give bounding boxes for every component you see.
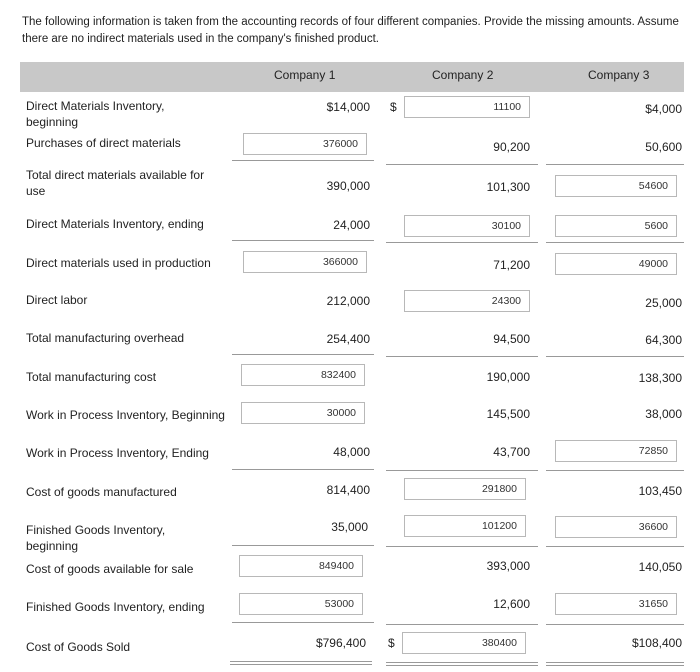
underline: [232, 622, 374, 623]
company2-fg-beginning-input[interactable]: 101200: [404, 515, 526, 537]
company2-total-dm-available: 101,300: [486, 180, 530, 194]
company2-cost-available-for-sale: 393,000: [486, 559, 530, 573]
company1-fg-beginning: 35,000: [331, 520, 368, 534]
company1-purchases-dm-input[interactable]: 376000: [243, 133, 367, 155]
company3-wip-ending-input[interactable]: 72850: [555, 440, 677, 462]
row-label-direct-labor: Direct labor: [26, 293, 88, 307]
currency-symbol: $: [388, 636, 395, 650]
row-label-fg-beginning: Finished Goods Inventory, beginning: [26, 523, 166, 553]
company2-purchases-dm: 90,200: [493, 140, 530, 154]
company1-total-mfg-cost-input[interactable]: 832400: [241, 364, 365, 386]
row-label-dm-inventory-ending: Direct Materials Inventory, ending: [26, 217, 204, 231]
underline: [232, 160, 374, 161]
company3-total-mfg-overhead: 64,300: [645, 333, 682, 347]
company1-cogs: $796,400: [315, 636, 366, 650]
company1-total-mfg-overhead: 254,400: [326, 332, 370, 346]
column-header-company-2: Company 2: [432, 68, 494, 82]
company1-fg-ending-input[interactable]: 53000: [239, 593, 363, 615]
row-label-cogs: Cost of Goods Sold: [26, 640, 131, 654]
company2-dm-inventory-beginning-input[interactable]: 11100: [404, 96, 530, 118]
company1-dm-used-input[interactable]: 366000: [243, 251, 367, 273]
company3-dm-inventory-ending-input[interactable]: 5600: [555, 215, 677, 237]
row-label-dm-used: Direct materials used in production: [26, 256, 211, 270]
column-header-company-3: Company 3: [588, 68, 650, 82]
company3-cogm: 103,450: [638, 484, 682, 498]
company2-cogm-input[interactable]: 291800: [404, 478, 526, 500]
underline: [232, 240, 374, 241]
company1-dm-inventory-ending: 24,000: [333, 218, 370, 232]
company3-wip-beginning: 38,000: [645, 407, 682, 421]
company2-dm-used: 71,200: [493, 258, 530, 272]
underline: [386, 164, 538, 165]
company2-total-mfg-cost: 190,000: [486, 370, 530, 384]
underline: [386, 624, 538, 625]
double-underline: [546, 662, 684, 666]
underline: [386, 470, 538, 471]
table-header-band: [20, 62, 684, 92]
currency-symbol: $: [390, 100, 397, 114]
underline: [386, 242, 538, 243]
company2-wip-ending: 43,700: [493, 445, 530, 459]
double-underline: [230, 661, 372, 665]
company2-total-mfg-overhead: 94,500: [493, 332, 530, 346]
company3-fg-beginning-input[interactable]: 36600: [555, 516, 677, 538]
underline: [546, 546, 684, 547]
row-label-fg-ending: Finished Goods Inventory, ending: [26, 600, 205, 614]
row-label-cost-available-for-sale: Cost of goods available for sale: [26, 562, 194, 576]
company3-purchases-dm: 50,600: [645, 140, 682, 154]
company3-dm-inventory-beginning: $4,000: [645, 102, 682, 116]
underline: [546, 624, 684, 625]
row-label-wip-beginning: Work in Process Inventory, Beginning: [26, 408, 225, 422]
instructions-text: The following information is taken from the accounting records of four different companies. Provide the missing amounts. Assume there are no indirect materials used in the company's finished product.: [22, 16, 679, 45]
row-label-cogm: Cost of goods manufactured: [26, 485, 177, 499]
underline: [546, 470, 684, 471]
row-label-dm-inventory-beginning: Direct Materials Inventory, beginning: [26, 99, 165, 129]
underline: [232, 469, 374, 470]
company2-wip-beginning: 145,500: [486, 407, 530, 421]
company2-cogs-input[interactable]: 380400: [402, 632, 526, 654]
company1-dm-inventory-beginning: $14,000: [326, 100, 370, 114]
company2-fg-ending: 12,600: [493, 597, 530, 611]
company1-cost-available-for-sale-input[interactable]: 849400: [239, 555, 363, 577]
company3-cogs: $108,400: [631, 636, 682, 650]
row-label-wip-ending: Work in Process Inventory, Ending: [26, 446, 209, 460]
double-underline: [386, 662, 538, 666]
underline: [386, 546, 538, 547]
row-label-total-mfg-overhead: Total manufacturing overhead: [26, 331, 185, 345]
company1-cogm: 814,400: [326, 483, 370, 497]
company2-direct-labor-input[interactable]: 24300: [404, 290, 530, 312]
row-label-total-mfg-cost: Total manufacturing cost: [26, 370, 157, 384]
underline: [546, 242, 684, 243]
company1-wip-ending: 48,000: [333, 445, 370, 459]
company3-fg-ending-input[interactable]: 31650: [555, 593, 677, 615]
underline: [232, 354, 374, 355]
company1-wip-beginning-input[interactable]: 30000: [241, 402, 365, 424]
company1-total-dm-available: 390,000: [326, 179, 370, 193]
company2-dm-inventory-ending-input[interactable]: 30100: [404, 215, 530, 237]
underline: [386, 356, 538, 357]
company3-total-dm-available-input[interactable]: 54600: [555, 175, 677, 197]
column-header-company-1: Company 1: [274, 68, 336, 82]
company3-total-mfg-cost: 138,300: [638, 371, 682, 385]
underline: [546, 356, 684, 357]
row-label-total-dm-available: Total direct materials available for use: [26, 168, 205, 198]
company1-direct-labor: 212,000: [326, 294, 370, 308]
row-label-purchases-dm: Purchases of direct materials: [26, 136, 181, 150]
company3-dm-used-input[interactable]: 49000: [555, 253, 677, 275]
underline: [232, 545, 374, 546]
company3-direct-labor: 25,000: [645, 296, 682, 310]
company3-cost-available-for-sale: 140,050: [638, 560, 682, 574]
underline: [546, 164, 684, 165]
